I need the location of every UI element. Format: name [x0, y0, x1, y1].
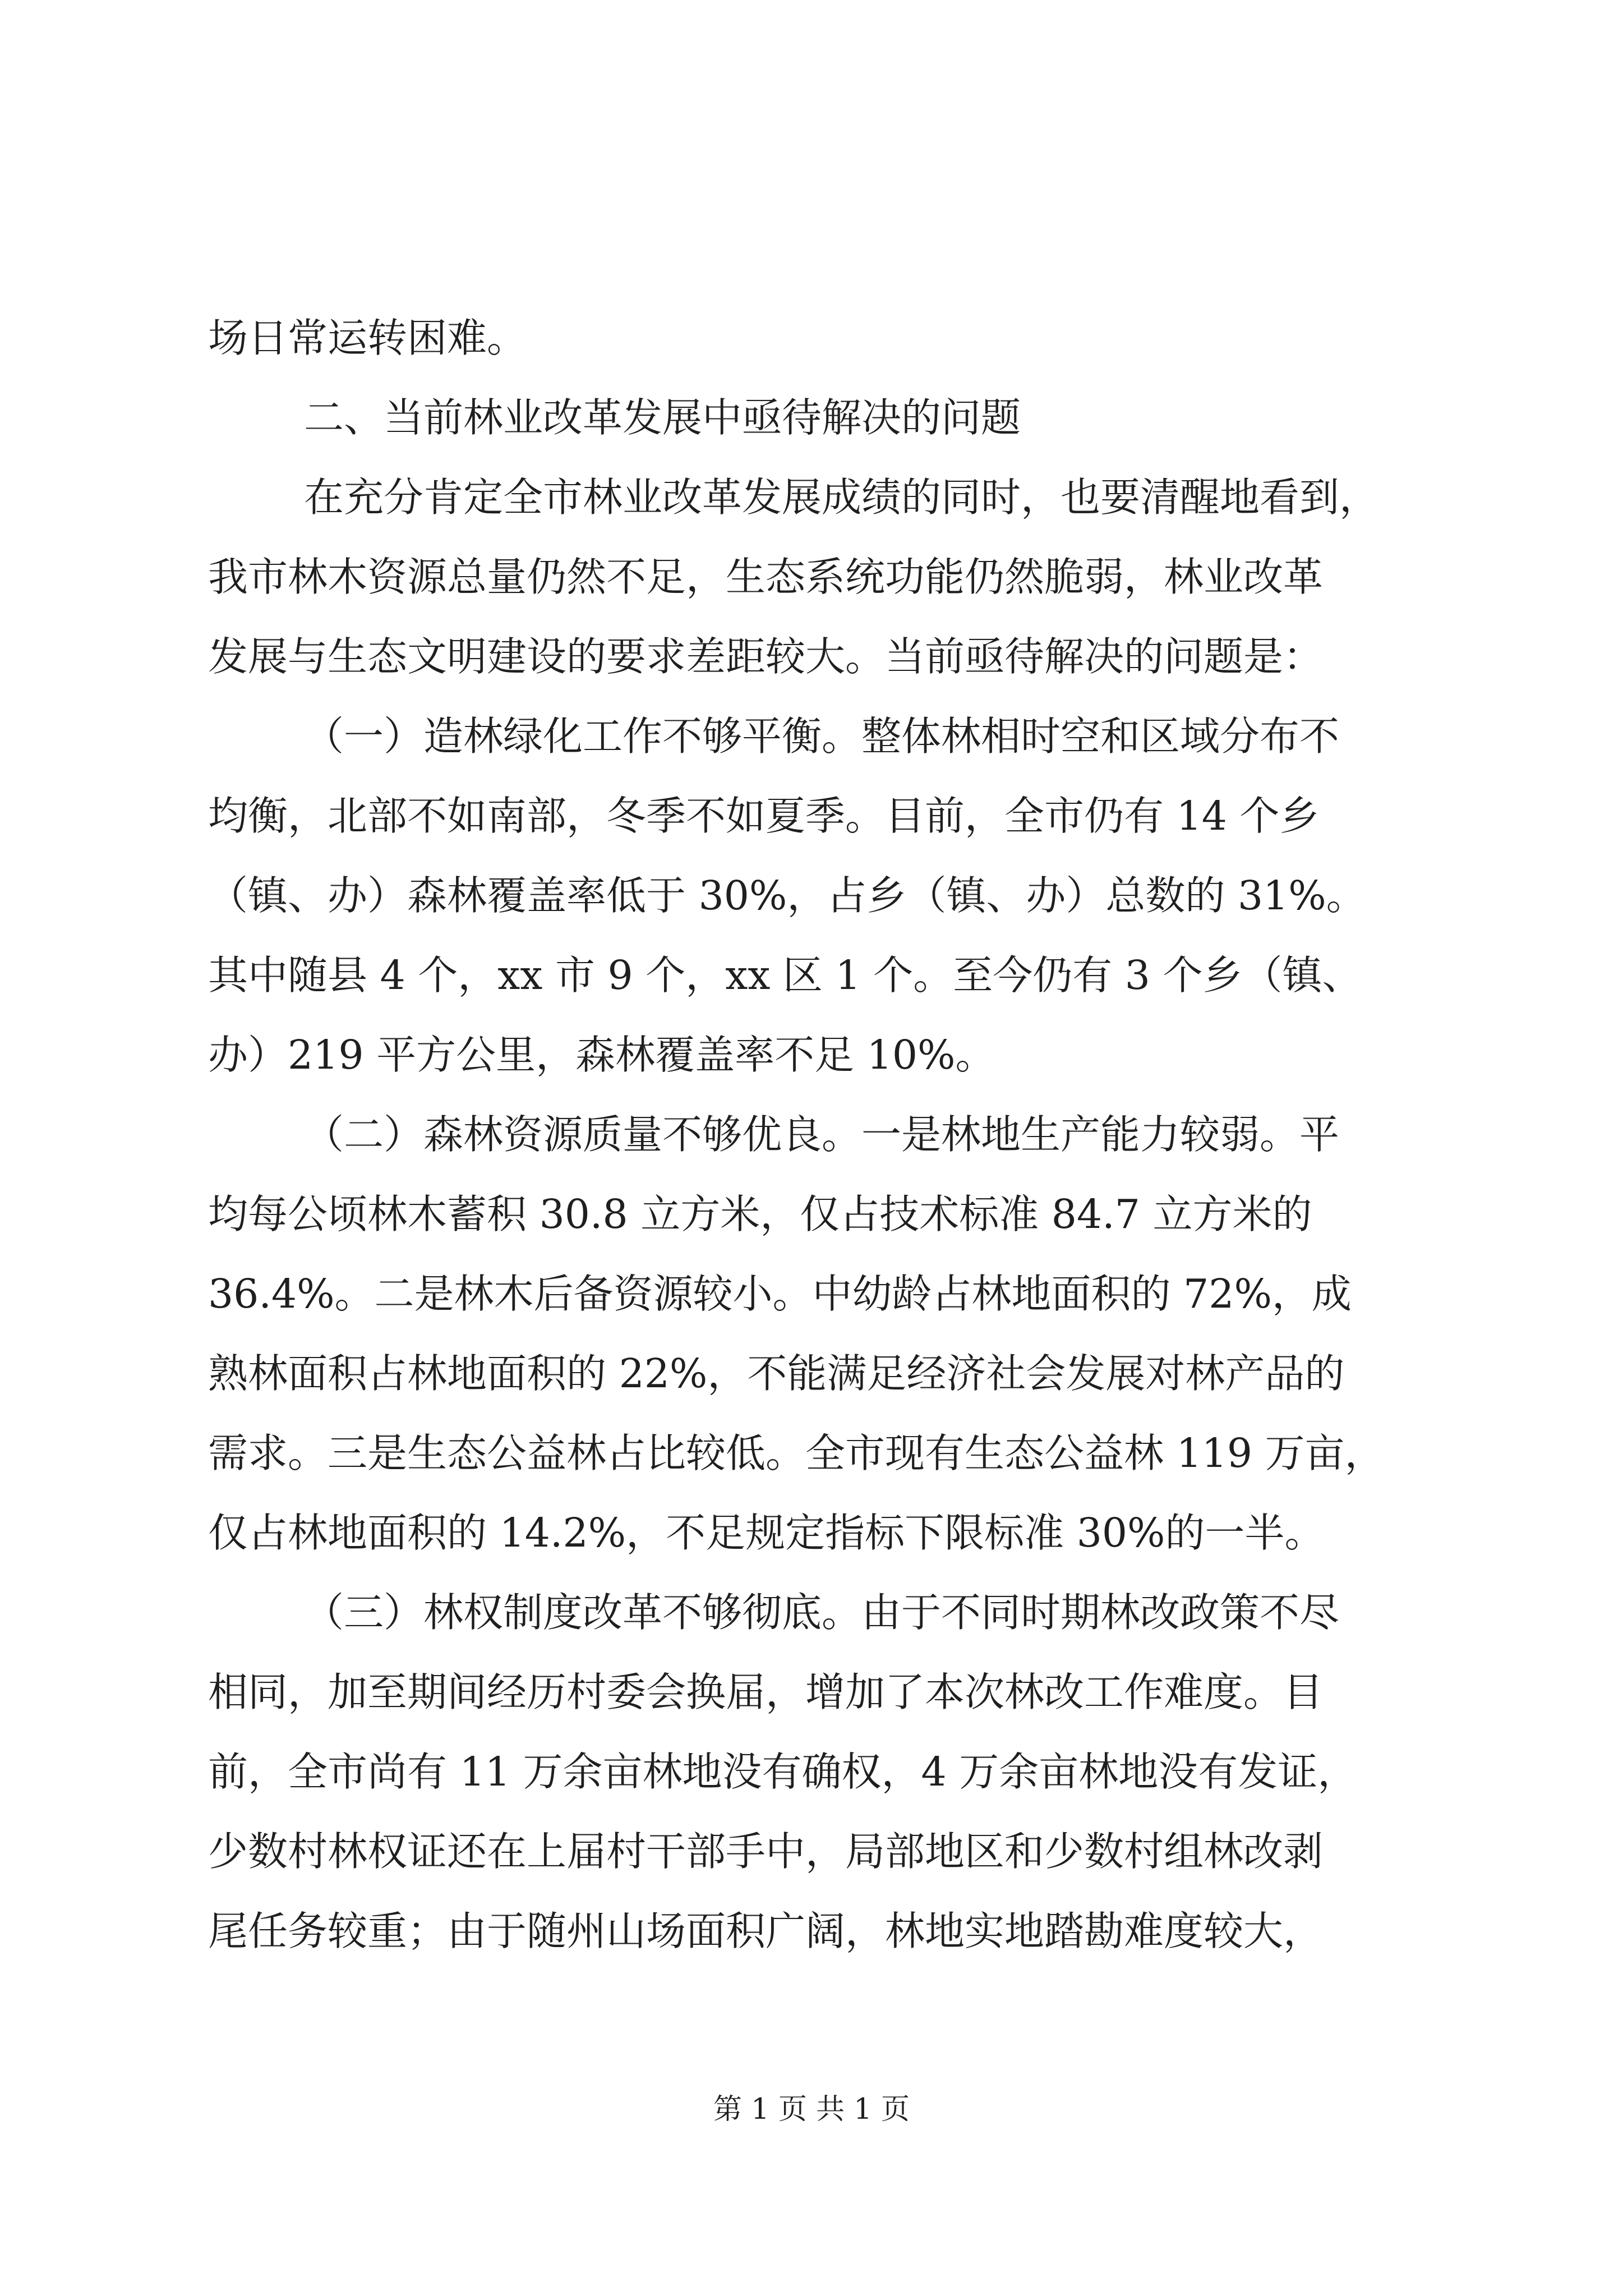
paragraph-line: 少数村林权证还在上届村干部手中，局部地区和少数村组林改剥	[208, 1828, 1324, 1875]
section-heading: 二、当前林业改革发展中亟待解决的问题	[304, 394, 1021, 441]
paragraph-line: 前，全市尚有 11 万余亩林地没有确权，4 万余亩林地没有发证，	[208, 1749, 1358, 1795]
paragraph-line: 均衡，北部不如南部，冬季不如夏季。目前，全市仍有 14 个乡	[208, 793, 1320, 839]
paragraph-line: 需求。三是生态公益林占比较低。全市现有生态公益林 119 万亩，	[208, 1430, 1385, 1476]
paragraph-line: 办）219 平方公里，森林覆盖率不足 10%。	[208, 1032, 995, 1078]
paragraph-line: 场日常运转困难。	[208, 315, 527, 361]
paragraph-line: （镇、办）森林覆盖率低于 30%，占乡（镇、办）总数的 31%。	[208, 872, 1366, 919]
paragraph-line: 在充分肯定全市林业改革发展成绩的同时，也要清醒地看到，	[304, 474, 1380, 521]
paragraph-line: 尾任务较重；由于随州山场面积广阔，林地实地踏勘难度较大，	[208, 1908, 1324, 1954]
paragraph-line: 仅占林地面积的 14.2%，不足规定指标下限标准 30%的一半。	[208, 1510, 1325, 1556]
paragraph-line: 相同，加至期间经历村委会换届，增加了本次林改工作难度。目	[208, 1669, 1324, 1715]
paragraph-line: 均每公顷林木蓄积 30.8 立方米，仅占技术标准 84.7 立方米的	[208, 1191, 1312, 1237]
paragraph-line: 其中随县 4 个，xx 市 9 个，xx 区 1 个。至今仍有 3 个乡（镇、	[208, 952, 1362, 999]
paragraph-line: 发展与生态文明建设的要求差距较大。当前亟待解决的问题是：	[208, 633, 1324, 680]
paragraph-line: 我市林木资源总量仍然不足，生态系统功能仍然脆弱，林业改革	[208, 554, 1324, 600]
paragraph-line: 熟林面积占林地面积的 22%，不能满足经济社会发展对林产品的	[208, 1350, 1345, 1397]
paragraph-line: （一）造林绿化工作不够平衡。整体林相时空和区域分布不	[304, 713, 1340, 760]
paragraph-line: （三）林权制度改革不够彻底。由于不同时期林改政策不尽	[304, 1589, 1340, 1636]
paragraph-line: 36.4%。二是林木后备资源较小。中幼龄占林地面积的 72%，成	[208, 1271, 1352, 1317]
page-number-footer: 第 1 页 共 1 页	[713, 2093, 910, 2126]
paragraph-line: （二）森林资源质量不够优良。一是林地生产能力较弱。平	[304, 1111, 1340, 1158]
